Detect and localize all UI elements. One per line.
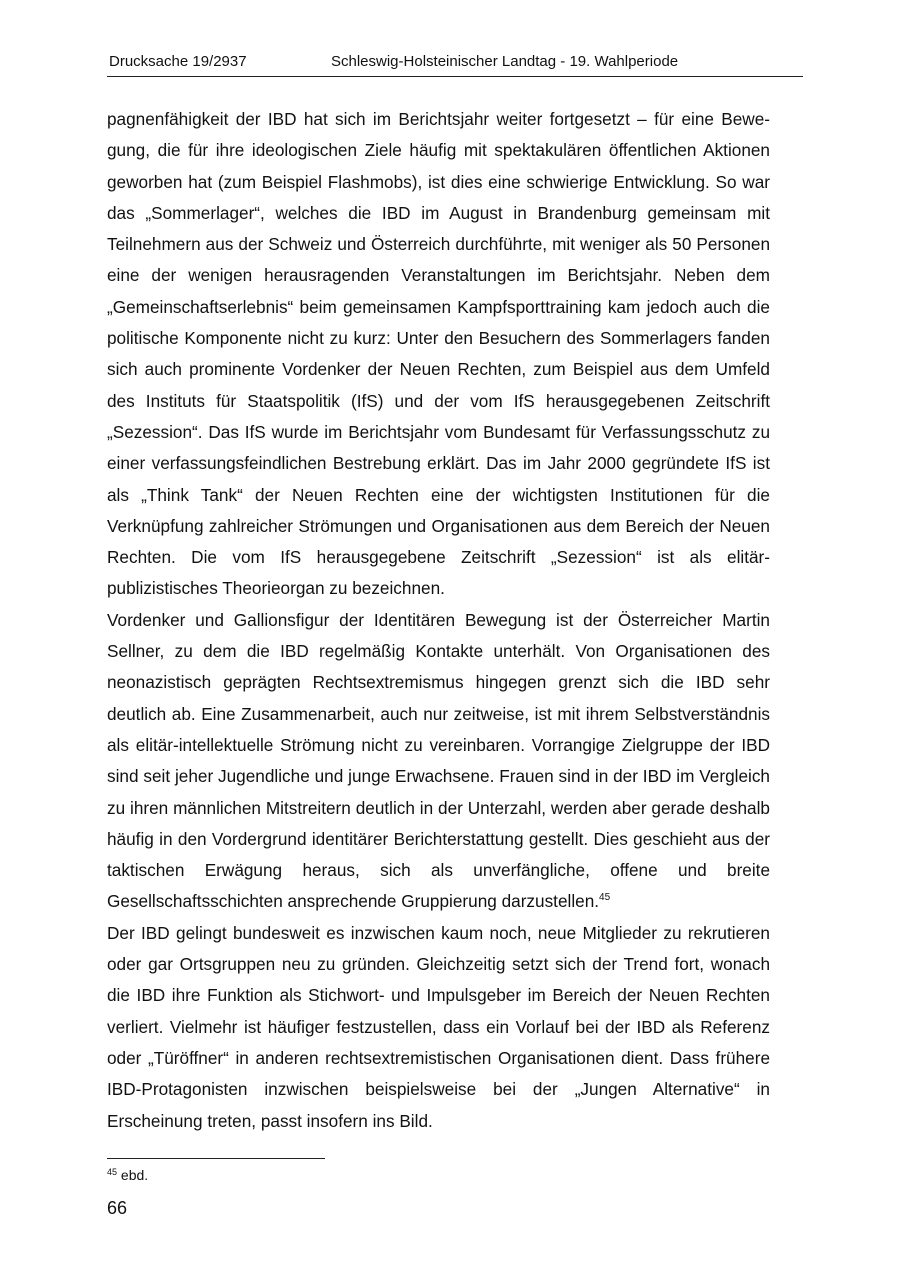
paragraph-1: pagnenfähigkeit der IBD hat sich im Berichtsjahr weiter fortgesetzt – für eine Bewegung, die für ihre ideologischen Ziele häufig mit spektakulären öffentlichen Aktionen geworben hat (zum Beispiel Flashmobs), ist dies eine schwierige Entwicklung. So war das „Sommerlager“, welches die IBD im August in Brandenburg gemeinsam mit Teilnehmern aus der Schweiz und Österreich durchführte, mit weniger als 50 Personen eine der wenigen herausragenden Veranstaltungen im Berichtsjahr. Neben dem „Gemeinschaftserlebnis“ beim gemeinsamen Kampfsporttraining kam jedoch auch die politische Komponente nicht zu kurz: Unter den Besuchern des Sommerlagers fanden sich auch prominente Vordenker der Neuen Rechten, zum Beispiel aus dem Umfeld des Instituts für Staatspolitik (IfS) und der vom IfS herausgegebenen Zeitschrift „Sezession“. Das IfS wurde im Berichtsjahr vom Bundesamt für Verfassungsschutz zu einer verfassungsfeindlichen Bestrebung erklärt. Das im Jahr 2000 gegründete IfS ist als „Think Tank“ der Neuen Rechten eine der wichtigsten Institutionen für die Verknüpfung zahlreicher Strömungen und Organisationen aus dem Bereich der Neuen Rechten. Die vom IfS herausgegebene Zeitschrift „Sezession“ ist als elitär-publizistisches Theorieorgan zu bezeichnen. [107,109,770,599]
footnote-reference[interactable]: 45 [599,892,611,904]
paragraph-2-text: Vordenker und Gallionsfigur der Identitären Bewegung ist der Österreicher Martin Sellner, zu dem die IBD regelmäßig Kontakte unterhält. Von Organisationen des neonazistisch geprägten Rechtsextremismus hingegen grenzt sich die IBD sehr deutlich ab. Eine Zusammenarbeit, auch nur zeitweise, ist mit ihrem Selbstverständnis als elitär-intellektuelle Strömung nicht zu vereinbaren. Vorrangige Zielgruppe der IBD sind seit jeher Jugendliche und junge Erwachsene. Frauen sind in der IBD im Vergleich zu ihren männlichen Mitstreitern deutlich in der Unterzahl, werden aber gerade deshalb häufig in den Vordergrund identitärer Berichterstattung gestellt. Dies geschieht aus der taktischen Erwägung heraus, sich als unverfängliche, offene und breite Gesellschaftsschichten ansprechende Gruppierung darzustellen. [107,609,770,912]
document-number: Drucksache 19/2937 [109,53,247,70]
parliament-title: Schleswig-Holsteinischer Landtag - 19. Wahlperiode [331,53,679,70]
footnote [107,1166,148,1184]
page-header [107,50,803,77]
footnote-divider [107,1158,325,1159]
paragraph-2 [107,605,770,918]
footnote-number: 45 [107,1167,118,1177]
footnote-text: ebd. [120,1167,149,1183]
body-text [107,104,770,1137]
paragraph-3: Der IBD gelingt bundesweit es inzwischen kaum noch, neue Mitglieder zu rekrutieren oder gar Ortsgruppen neu zu gründen. Gleichzeitig setzt sich der Trend fort, wonach die IBD ihre Funktion als Stichwort- und Impulsgeber im Bereich der Neuen Rechten verliert. Vielmehr ist häufiger festzustellen, dass ein Vorlauf bei der IBD als Referenz oder „Türöffner“ in anderen rechtsextremistischen Organisationen dient. Dass frühere IBD-Protagonisten inzwischen beispielsweise bei der „Jungen Alternative“ in Erscheinung treten, passt insofern ins Bild. [107,922,770,1131]
page-number: 66 [107,1198,128,1218]
